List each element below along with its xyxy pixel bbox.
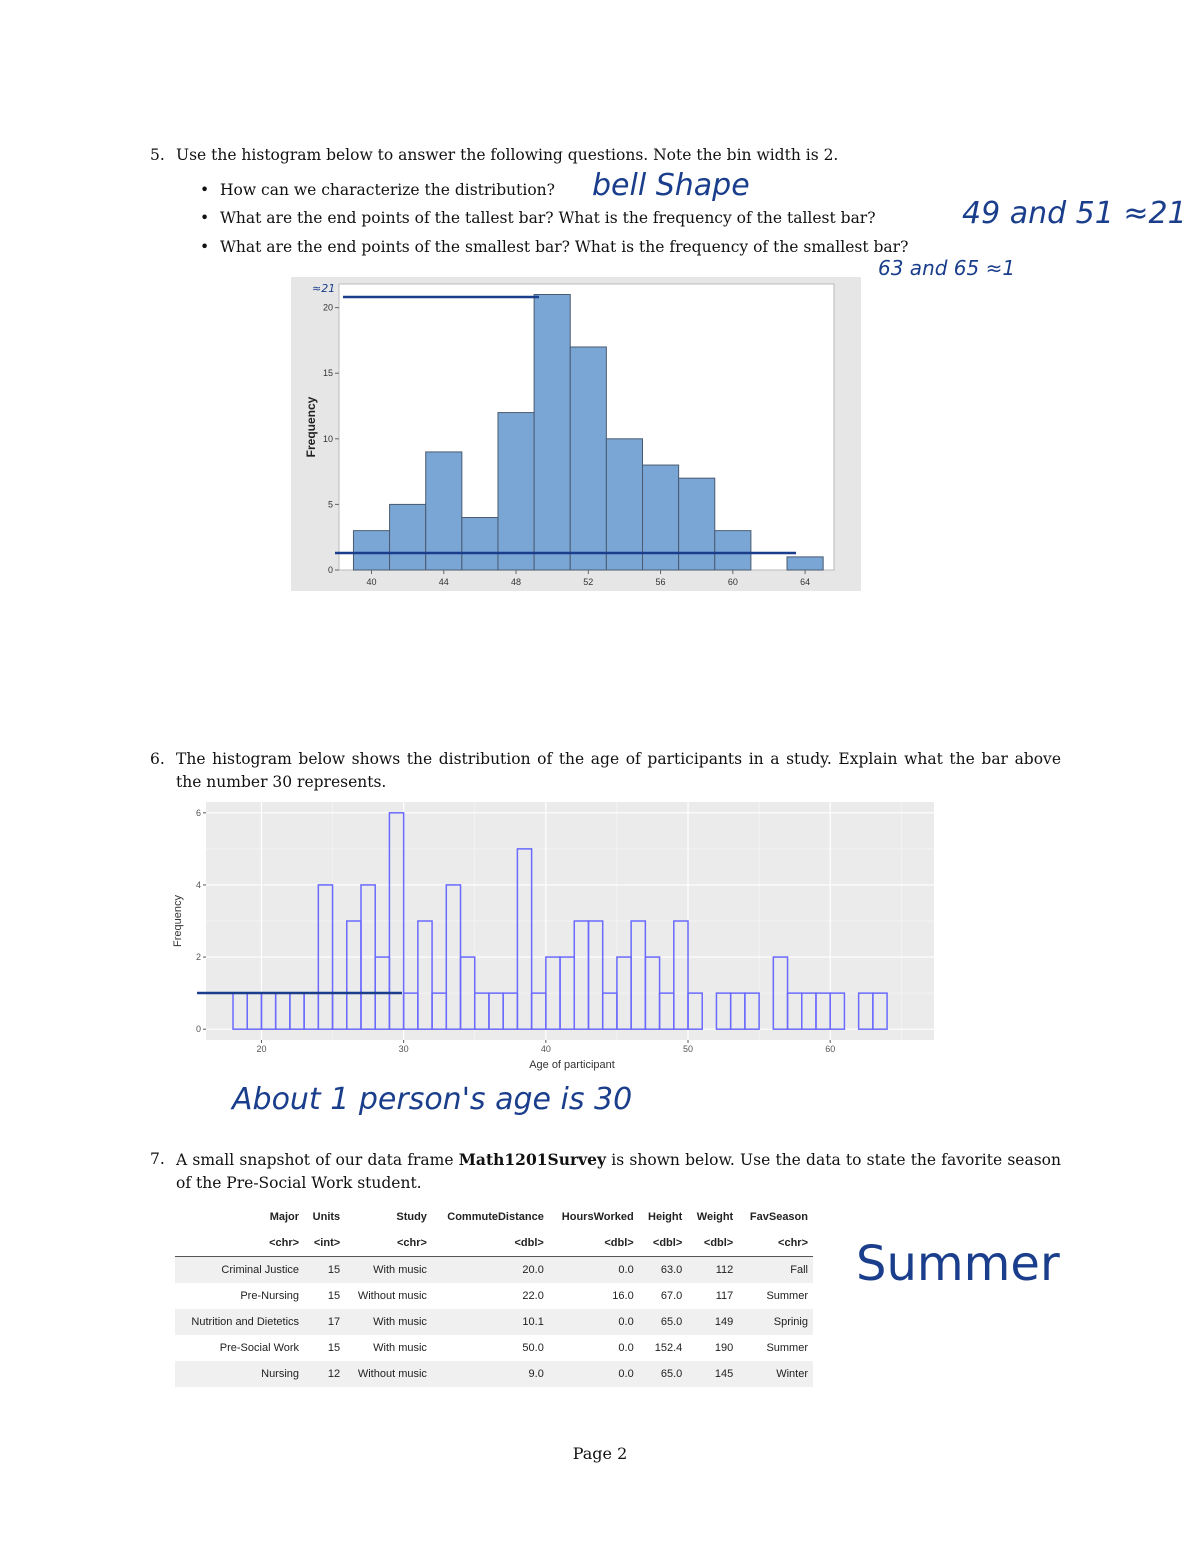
x-tick-label: 30 (398, 1044, 409, 1054)
column-header: CommuteDistance (447, 1211, 544, 1223)
column-type: <chr> (345, 1230, 432, 1257)
cell: Fall (738, 1257, 813, 1284)
y-tick-label: 5 (327, 499, 333, 510)
cell: 12 (304, 1361, 345, 1387)
x-tick-label: 60 (727, 577, 738, 587)
cell: 67.0 (660, 1290, 683, 1302)
column-header: Major (269, 1211, 300, 1223)
column-type: <chr> (175, 1230, 304, 1257)
x-tick-label: 44 (438, 577, 449, 587)
cell: 65.0 (639, 1361, 688, 1387)
cell: Summer (766, 1290, 808, 1302)
histogram-bar (787, 557, 823, 570)
cell: With music (345, 1257, 432, 1284)
table-row (175, 1361, 813, 1387)
column-type: <dbl> (687, 1230, 738, 1257)
cell: 0.0 (549, 1361, 639, 1387)
cell: 63.0 (639, 1257, 688, 1284)
cell: 0.0 (549, 1257, 639, 1284)
histogram-bar (570, 347, 606, 570)
y-tick-label: 20 (322, 302, 333, 313)
y-tick-label: 10 (322, 433, 333, 444)
x-tick-label: 50 (683, 1044, 694, 1054)
histogram-bar (643, 465, 679, 570)
x-tick-label: 52 (583, 577, 594, 587)
cell: 152.4 (654, 1342, 683, 1354)
question-7 (0, 1148, 1200, 1198)
cell: 15 (327, 1342, 341, 1354)
handwritten-answer-smallest: 63 and 65 ≈1 (878, 256, 1016, 280)
handwritten-answer-q6: About 1 person's age is 30 (232, 1082, 633, 1117)
y-tick-label: 6 (195, 807, 201, 818)
cell: 16.0 (612, 1290, 634, 1302)
question-text: Use the histogram below to answer the following questions. Note the bin width is 2. (176, 146, 839, 164)
question-6 (0, 748, 1200, 798)
column-header: Study (396, 1211, 427, 1223)
cell: Winter (738, 1361, 813, 1387)
column-header: Weight (696, 1211, 734, 1223)
question-number: 7. (150, 1150, 165, 1168)
cell: Pre-Nursing (240, 1290, 300, 1302)
x-tick-label: 48 (511, 577, 522, 587)
question-number: 5. (150, 146, 165, 164)
column-type: <int> (304, 1230, 345, 1257)
column-header: Height (648, 1211, 683, 1223)
x-tick-label: 40 (366, 577, 377, 587)
cell: Nursing (175, 1361, 304, 1387)
table-row (175, 1335, 813, 1361)
page-number: Page 2 (572, 1444, 628, 1463)
bullet-item: • What are the end points of the smallest bar? What is the frequency of the smallest bar? (200, 238, 908, 256)
question-text: A small snapshot of our data frame Math1201Survey is shown below. Use the data to state the favorite season of the Pre-Social Work student. (176, 1150, 1061, 1192)
question-number: 6. (150, 750, 165, 768)
type-row (175, 1230, 813, 1257)
bullet-item: • How can we characterize the distribution? (200, 181, 555, 199)
cell: 15 (304, 1257, 345, 1284)
cell: Nutrition and Dietetics (175, 1309, 304, 1335)
column-header: HoursWorked (561, 1211, 634, 1223)
y-axis-label: Frequency (172, 895, 184, 947)
cell: 0.0 (549, 1309, 639, 1335)
dataframe-table (175, 1204, 813, 1387)
cell: 15 (327, 1290, 341, 1302)
column-type: <dbl> (639, 1230, 688, 1257)
column-header: Units (312, 1211, 341, 1223)
cell: 117 (715, 1290, 734, 1302)
x-tick-label: 56 (655, 577, 666, 587)
histogram-chart (291, 277, 861, 591)
histogram-bar (715, 531, 751, 570)
cell: Criminal Justice (175, 1257, 304, 1284)
column-type: <dbl> (549, 1230, 639, 1257)
x-axis-label: Age of participant (529, 1059, 615, 1071)
histogram-bar (462, 518, 498, 570)
cell: Summer (766, 1342, 808, 1354)
header-row (175, 1204, 813, 1230)
cell: Pre-Social Work (219, 1342, 300, 1354)
x-tick-label: 64 (800, 577, 811, 587)
cell: With music (373, 1342, 427, 1354)
cell: 65.0 (639, 1309, 688, 1335)
cell: 145 (687, 1361, 738, 1387)
table-row (175, 1309, 813, 1335)
y-tick-label: 4 (195, 879, 201, 890)
cell: Sprinig (738, 1309, 813, 1335)
cell: 190 (714, 1342, 734, 1354)
column-type: <chr> (738, 1230, 813, 1257)
histogram-bar (679, 478, 715, 570)
handwritten-frequency-mark: ≈21 (312, 282, 336, 295)
cell: 112 (687, 1257, 738, 1284)
bullet-item: • What are the end points of the tallest bar? What is the frequency of the tallest bar? (200, 209, 876, 227)
x-tick-label: 20 (256, 1044, 267, 1054)
y-tick-label: 0 (327, 565, 333, 575)
histogram-bar (390, 504, 426, 570)
handwritten-answer-q7: Summer (856, 1236, 1060, 1292)
cell: 17 (304, 1309, 345, 1335)
x-tick-label: 60 (825, 1044, 836, 1054)
cell: 149 (687, 1309, 738, 1335)
question-text: The histogram below shows the distribution of the age of participants in a study. Explain what the bar above the number 30 represents. (176, 750, 1061, 791)
y-tick-label: 15 (322, 368, 333, 379)
cell: 20.0 (432, 1257, 549, 1284)
cell: 0.0 (618, 1342, 634, 1354)
cell: 22.0 (522, 1290, 544, 1302)
y-axis-label: Frequency (304, 396, 318, 458)
column-header: FavSeason (749, 1211, 808, 1223)
x-tick-label: 40 (540, 1044, 551, 1054)
dataframe-name: Math1201Survey (458, 1150, 607, 1169)
table-row (175, 1283, 813, 1309)
cell: With music (345, 1309, 432, 1335)
cell: 9.0 (432, 1361, 549, 1387)
histogram-bar (606, 439, 642, 570)
cell: 10.1 (432, 1309, 549, 1335)
cell: Without music (345, 1361, 432, 1387)
y-tick-label: 0 (195, 1024, 201, 1035)
cell: Without music (357, 1290, 427, 1302)
y-tick-label: 2 (195, 952, 201, 963)
table-row (175, 1257, 813, 1284)
handwritten-answer-shape: bell Shape (592, 168, 750, 203)
cell: 50.0 (522, 1342, 544, 1354)
histogram-bar (353, 531, 389, 570)
age-histogram-chart (166, 800, 936, 1075)
histogram-bar (534, 294, 570, 570)
handwritten-answer-tallest: 49 and 51 ≈21 (962, 196, 1187, 231)
histogram-bar (498, 413, 534, 570)
column-type: <dbl> (432, 1230, 549, 1257)
